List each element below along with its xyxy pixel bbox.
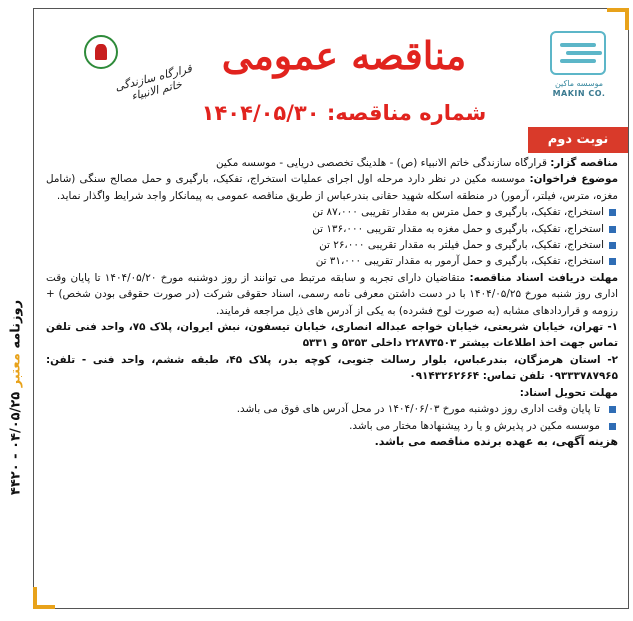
organizer-text: قرارگاه سازندگی خاتم الانبیاء (ص) - هلدینگ تخصصی دریایی - موسسه مکین: [215, 157, 551, 169]
list-item: تا پایان وقت اداری روز دوشنبه مورخ ۱۴۰۴/۰۶/۰۳ در محل آدرس های فوق می باشد.: [46, 401, 618, 417]
makin-logo: [544, 29, 622, 113]
organizer-paragraph: [46, 155, 618, 171]
corner-decoration-top-right: [607, 8, 629, 30]
makin-wave-icon: [550, 31, 606, 75]
address-1: ۱- تهران، خیابان شریعتی، خیابان خواجه عبداله انصاری، خیابان تیسفون، نبش ایروان، پلاک ۷۵، واحد فنی تلفن تماس جهت اخذ اطلاعات بیشتر ۲۲۸۷۳۵۰۳ داخلی ۵۳۵۳ و ۵۳۳۱: [46, 321, 618, 350]
page-title: مناقصه عمومی: [221, 33, 467, 78]
deadline-label: مهلت دریافت اسناد مناقصه:: [469, 271, 619, 284]
delivery-label: مهلت تحویل اسناد:: [519, 386, 618, 399]
iran-emblem-icon: [84, 35, 118, 69]
list-item: استخراج، تفکیک، بارگیری و حمل مغزه به مقدار تقریبی ۱۳۶،۰۰۰ تن: [46, 221, 618, 237]
list-item: موسسه مکین در پذیرش و یا رد پیشنهادها مختار می باشد.: [46, 418, 618, 434]
delivery-list: [46, 401, 618, 434]
address-2: ۲- استان هرمزگان، بندرعباس، بلوار رسالت جنوبی، کوچه بدر، پلاک ۴۵، طبقه ششم، واحد فنی - تلفن: ۰۹۳۳۳۷۸۷۹۶۵ تلفن تماس: ۰۹۱۴۳۲۶۲۶۶۴: [46, 353, 618, 383]
makin-name-fa: موسسه ماکین: [554, 79, 604, 88]
ad-body: [46, 155, 618, 450]
subject-label: موضوع فراخوان:: [529, 173, 618, 186]
corner-decoration-bottom-left: [33, 587, 55, 609]
side-label-code: ۴۴۲۰: [8, 463, 24, 496]
tender-number: شماره مناقصه: ۱۴۰۴/۰۵/۳۰: [201, 101, 487, 125]
list-item: استخراج، تفکیک، بارگیری و حمل آرمور به مقدار تقریبی ۳۱،۰۰۰ تن: [46, 253, 618, 269]
final-note: هزینه آگهی، به عهده برنده مناقصه می باشد.: [374, 434, 618, 448]
organizer-label: مناقصه گزار:: [550, 157, 618, 169]
side-label-text: روزنامه معتبر ۰۴/۰۵/۲۵ - ۴۴۲۰: [8, 299, 24, 496]
khatam-signature: قرارگاه سازندگی خاتم الانبیاء: [113, 61, 194, 103]
deadline-text: متقاضیان دارای تجربه و سابقه مرتبط می توانند از روز دوشنبه مورخ ۱۴۰۴/۰۵/۲۰ تا پایان وقت اداری روز شنبه مورخ ۱۴۰۴/۰۵/۲۵ با در دست داشتن معرفی نامه رسمی، اسناد حقوقی شرکت (در صورت حقوقی بودن شخص) + رزومه و قراردادهای مشابه (به صورت لوح فشرده) به یکی از آدرس های ذیل مراجعه فرمایند.: [46, 271, 618, 317]
subject-paragraph: [46, 171, 618, 204]
makin-name-en: MAKIN CO.: [552, 89, 606, 98]
ad-frame: [33, 8, 629, 609]
side-label-prefix: روزنامه: [8, 299, 24, 349]
subject-text: موسسه مکین در نظر دارد مرحله اول اجرای عملیات استخراج، تفکیک، بارگیری و حمل مصالح سنگی (شامل مغزه، مترس، فیلتر، آرمور) در منطقه اسکله شهید حقانی بندرعباس از طریق مناقصه عمومی به پیمانکار واجد شرایط واگذار نماید.: [46, 173, 618, 202]
side-label-brand: معتبر: [8, 353, 24, 388]
khatam-logo: [70, 23, 200, 113]
list-item: استخراج، تفکیک، بارگیری و حمل مترس به مقدار تقریبی ۸۷،۰۰۰ تن: [46, 204, 618, 220]
side-label-date: ۰۴/۰۵/۲۵: [8, 391, 24, 449]
newspaper-side-label: [2, 200, 30, 610]
deadline-paragraph: [46, 270, 618, 319]
list-item: استخراج، تفکیک، بارگیری و حمل فیلتر به مقدار تقریبی ۲۶،۰۰۰ تن: [46, 237, 618, 253]
items-list: [46, 204, 618, 270]
round-badge: نوبت دوم: [528, 127, 628, 153]
